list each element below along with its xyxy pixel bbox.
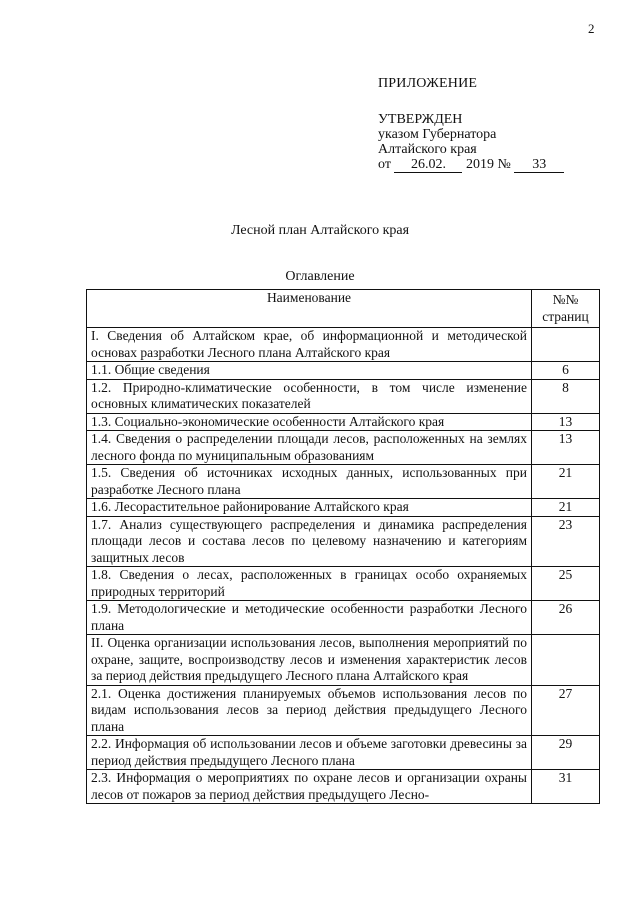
- appendix-label: ПРИЛОЖЕНИЕ: [378, 76, 478, 91]
- page-number: 2: [588, 21, 595, 36]
- toc-row-page: 21: [532, 465, 600, 499]
- toc-row-name: I. Сведения об Алтайском крае, об информационной и методической основах разработки Лесного плана Алтайского края: [87, 328, 532, 362]
- toc-row-name: 1.5. Сведения об источниках исходных данных, использованных при разработке Лесного плана: [87, 465, 532, 499]
- toc-row: [87, 516, 600, 567]
- toc-row-page: [532, 635, 600, 686]
- toc-row: [87, 770, 600, 804]
- approval-block: [378, 112, 564, 173]
- toc-row-name: 1.1. Общие сведения: [87, 362, 532, 380]
- header-name: Наименование: [87, 290, 532, 328]
- document-title: Лесной план Алтайского края: [230, 223, 410, 238]
- approval-year: 2019: [465, 157, 494, 172]
- header-pages: №№ страниц: [532, 290, 600, 328]
- toc-row-page: 27: [532, 685, 600, 736]
- toc-row-name: 2.3. Информация о мероприятиях по охране лесов и организации охраны лесов от пожаров за период действия предыдущего Лесно-: [87, 770, 532, 804]
- approval-line-2: Алтайского края: [378, 142, 477, 157]
- toc-row: [87, 685, 600, 736]
- toc-row: [87, 413, 600, 431]
- toc-row-page: 8: [532, 379, 600, 413]
- toc-heading: Оглавление: [285, 269, 355, 284]
- toc-row: [87, 499, 600, 517]
- toc-row: [87, 567, 600, 601]
- toc-row-page: 21: [532, 499, 600, 517]
- toc-row-name: 2.1. Оценка достижения планируемых объемов использования лесов по видам использования лесов за период действия предыдущего Лесного плана: [87, 685, 532, 736]
- toc-row: [87, 736, 600, 770]
- toc-row-name: 1.8. Сведения о лесах, расположенных в границах особо охраняемых природных территорий: [87, 567, 532, 601]
- toc-row-name: 1.7. Анализ существующего распределения и динамика распределения площади лесов и состава лесов по целевому назначению и категориям защитных лесов: [87, 516, 532, 567]
- toc-row-name: 1.2. Природно-климатические особенности, в том числе изменение основных климатических показателей: [87, 379, 532, 413]
- toc-row-page: 6: [532, 362, 600, 380]
- toc-row-name: 1.3. Социально-экономические особенности Алтайского края: [87, 413, 532, 431]
- toc-row: [87, 635, 600, 686]
- toc-row-name: 1.6. Лесорастительное районирование Алтайского края: [87, 499, 532, 517]
- toc-row: [87, 328, 600, 362]
- approval-date-line: [378, 157, 564, 173]
- number-label: №: [497, 157, 511, 172]
- toc-row: [87, 465, 600, 499]
- toc-row: [87, 431, 600, 465]
- approval-line-1: указом Губернатора: [378, 127, 497, 142]
- from-label: от: [378, 157, 391, 172]
- toc-row-page: 23: [532, 516, 600, 567]
- toc-row-page: 13: [532, 431, 600, 465]
- toc-table: [86, 289, 600, 804]
- toc-row-name: 1.9. Методологические и методические особенности разработки Лесного плана: [87, 601, 532, 635]
- toc-row-page: 26: [532, 601, 600, 635]
- toc-row-page: [532, 328, 600, 362]
- toc-row-name: II. Оценка организации использования лесов, выполнения мероприятий по охране, защите, воспроизводству лесов и изменения характеристик лесов за период действия предыдущего Лесного плана Алтайского края: [87, 635, 532, 686]
- approval-date: 26.02.: [394, 158, 462, 173]
- toc-row-page: 31: [532, 770, 600, 804]
- toc-row-page: 29: [532, 736, 600, 770]
- toc-row-name: 2.2. Информация об использовании лесов и объеме заготовки древесины за период действия предыдущего Лесного плана: [87, 736, 532, 770]
- toc-row: [87, 601, 600, 635]
- approval-number: 33: [514, 158, 564, 173]
- toc-row-name: 1.4. Сведения о распределении площади лесов, расположенных на землях лесного фонда по муниципальным образованиям: [87, 431, 532, 465]
- toc-row: [87, 379, 600, 413]
- toc-row-page: 13: [532, 413, 600, 431]
- toc-row: [87, 362, 600, 380]
- toc-header-row: [87, 290, 600, 328]
- toc-row-page: 25: [532, 567, 600, 601]
- approval-title: УТВЕРЖДЕН: [378, 112, 463, 127]
